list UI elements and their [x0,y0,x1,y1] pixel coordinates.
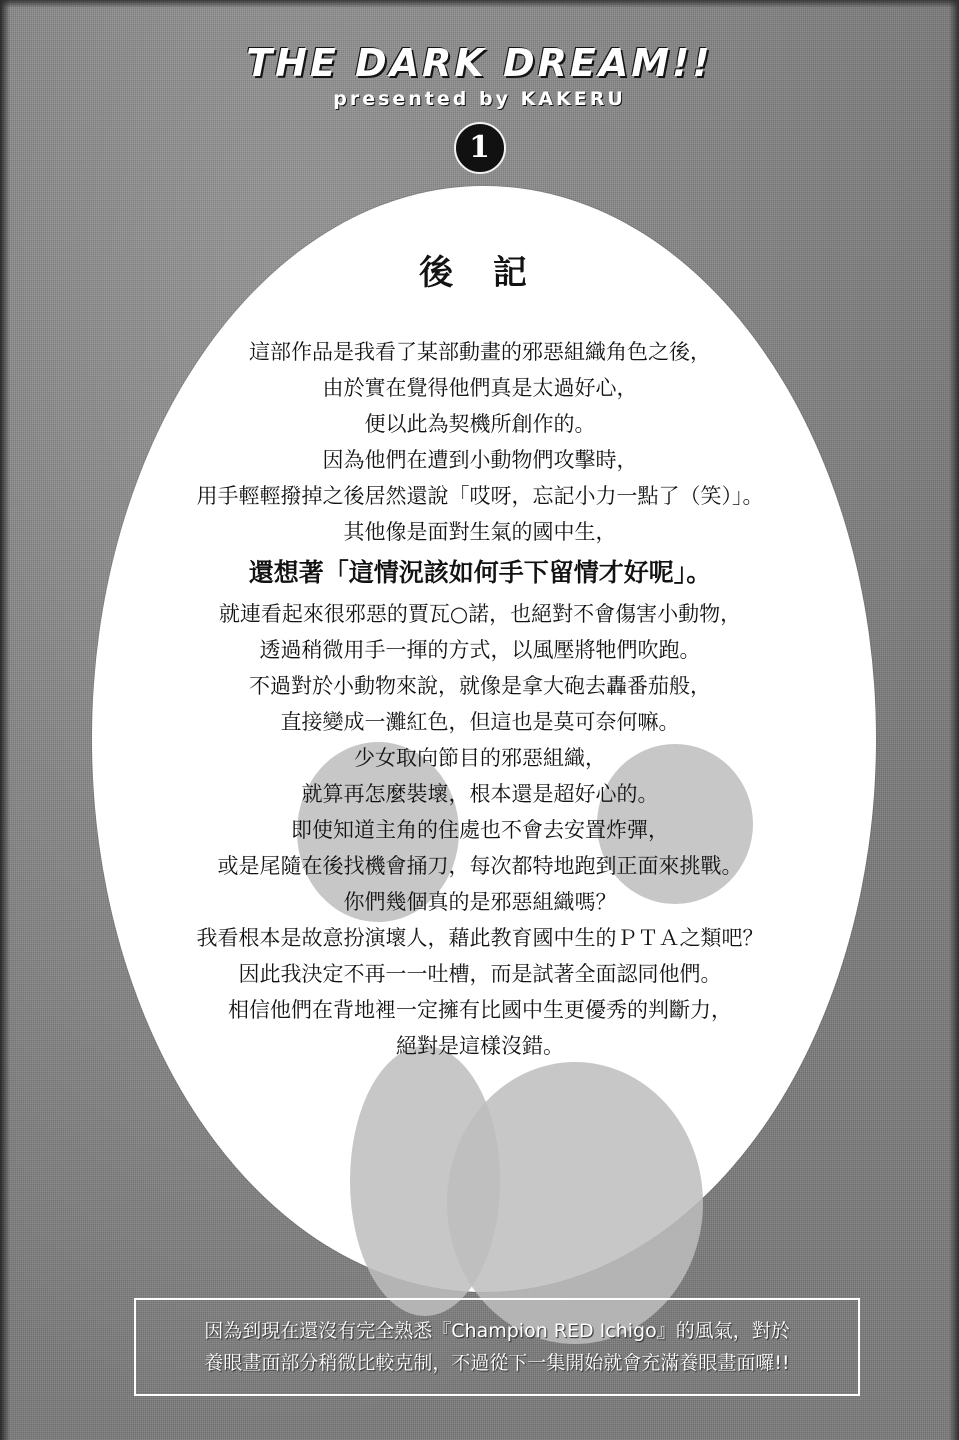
afterword-line: 或是尾隨在後找機會捅刀，每次都特地跑到正面來挑戰。 [217,854,743,878]
afterword-line-emphasis: 還想著「這情況該如何手下留情才好呢」。 [248,558,712,587]
page-edge-right [949,0,959,1440]
afterword-line: 少女取向節目的邪惡組織， [354,746,606,770]
title-block [0,41,959,174]
afterword-line: 直接變成一灘紅色，但這也是莫可奈何嘛。 [280,710,680,734]
afterword-line: 你們幾個真的是邪惡組織嗎？ [343,890,617,914]
afterword-line: 透過稍微用手一揮的方式，以風壓將牠們吹跑。 [259,638,701,662]
afterword-line: 因此我決定不再一一吐槽，而是試著全面認同他們。 [238,962,722,986]
page-edge-left [0,0,10,1440]
afterword-heading: 後 記 [419,253,541,293]
afterword-line: 即使知道主角的住處也不會去安置炸彈， [291,818,669,842]
afterword-line: 便以此為契機所創作的。 [364,412,596,436]
afterword-line: 這部作品是我看了某部動畫的邪惡組織角色之後， [249,340,711,364]
screentone-blob [350,1046,500,1316]
afterword-line: 相信他們在背地裡一定擁有比國中生更優秀的判斷力， [228,998,732,1022]
note-line: 因為到現在還沒有完全熟悉『Champion RED Ichigo』的風氣，對於 [204,1320,790,1342]
page-edge-top [0,0,959,8]
afterword-line: 就算再怎麼裝壞，根本還是超好心的。 [301,782,659,806]
afterword-line: 因為他們在遭到小動物們攻擊時， [322,448,638,472]
afterword-content [100,245,860,1064]
volume-number-badge: 1 [454,122,506,174]
afterword-line: 絕對是這樣沒錯。 [396,1034,564,1058]
bottom-note-box [134,1298,860,1396]
afterword-line: 我看根本是故意扮演壞人，藉此教育國中生的ＰＴＡ之類吧？ [196,926,764,950]
afterword-line: 不過對於小動物來說，就像是拿大砲去轟番茄般， [249,674,711,698]
afterword-line: 其他像是面對生氣的國中生， [343,520,617,544]
note-line: 養眼畫面部分稍微比較克制，不過從下一集開始就會充滿養眼畫面囉!! [204,1352,790,1374]
series-title: THE DARK DREAM!! [246,41,713,85]
afterword-line: 就連看起來很邪惡的賈瓦○諾，也絕對不會傷害小動物， [218,602,742,626]
author-credit: presented by KAKERU [333,87,626,110]
afterword-line: 由於實在覺得他們真是太過好心， [322,376,638,400]
afterword-line: 用手輕輕撥掉之後居然還說「哎呀，忘記小力一點了（笑）」。 [196,484,764,508]
